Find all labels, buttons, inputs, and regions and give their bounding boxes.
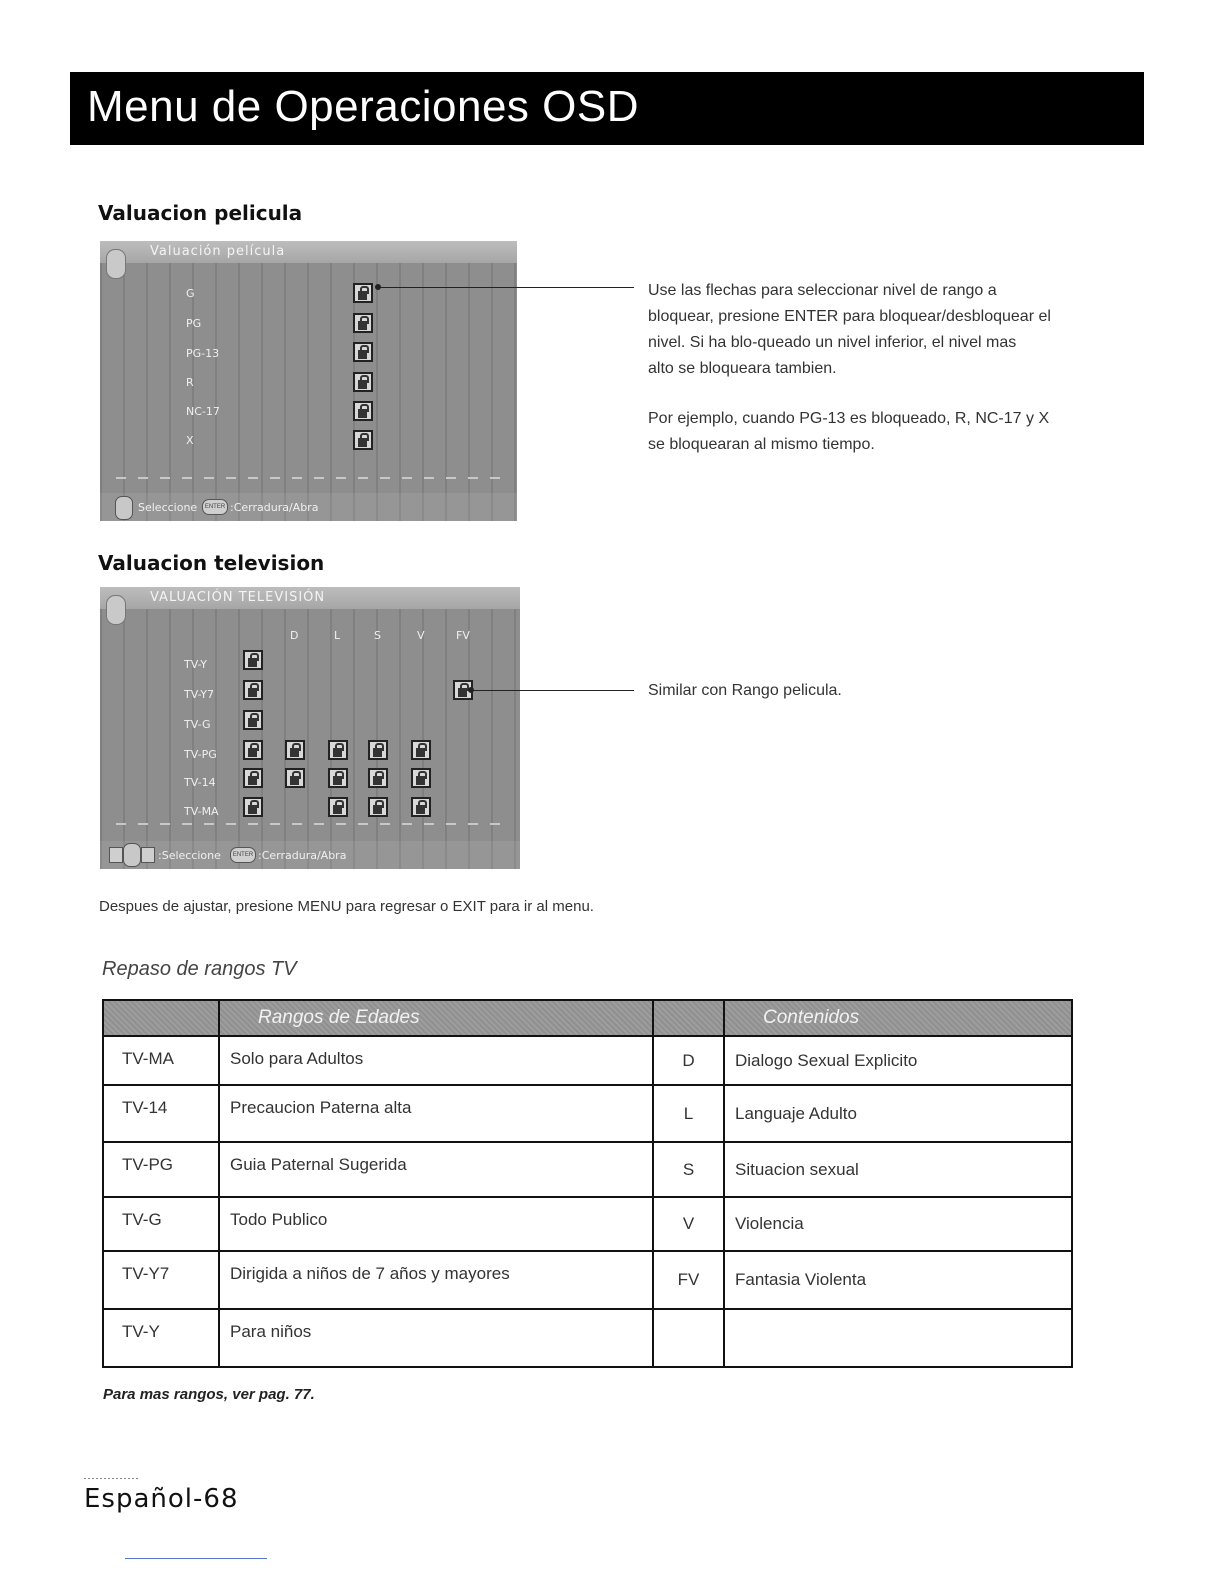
content-description <box>724 1309 1072 1367</box>
osd-title: VALUACIÓN TELEVISIÓN <box>150 590 326 605</box>
header-ages: Rangos de Edades <box>219 1000 653 1036</box>
enter-key-icon: ENTER <box>230 847 256 863</box>
enter-key-icon: ENTER <box>202 499 228 515</box>
lock-icon[interactable] <box>285 768 305 788</box>
column-s: S <box>374 629 381 642</box>
lock-icon[interactable] <box>353 430 373 450</box>
lock-icon[interactable] <box>353 401 373 421</box>
description-line: bloquear, presione ENTER para bloquear/desbloquear el <box>648 308 1051 325</box>
table-row <box>103 1085 1072 1142</box>
lock-icon[interactable] <box>285 740 305 760</box>
rating-code: TV-Y <box>103 1309 219 1367</box>
footer-select-hint: Seleccione <box>138 501 198 514</box>
column-d: D <box>290 629 299 642</box>
footnote: Para mas rangos, ver pag. 77. <box>103 1386 315 1403</box>
content-code <box>653 1309 724 1367</box>
movie-rating-screen <box>100 241 517 521</box>
table-row <box>103 1197 1072 1251</box>
header-bar <box>70 72 1144 145</box>
rating-description: Dirigida a niños de 7 años y mayores <box>219 1251 653 1309</box>
lock-menu-icon <box>106 595 126 625</box>
lock-icon[interactable] <box>411 797 431 817</box>
callout-line <box>471 690 634 691</box>
tv-rating-label: TV-MA <box>184 805 219 818</box>
rating-description: Todo Publico <box>219 1197 653 1251</box>
page-number-rule <box>84 1478 140 1479</box>
lock-icon[interactable] <box>353 342 373 362</box>
table-caption: Repaso de rangos TV <box>102 958 297 980</box>
rating-label-nc17: NC-17 <box>186 405 220 418</box>
tv-rating-label: TV-PG <box>184 748 217 761</box>
content-description: Violencia <box>724 1197 1072 1251</box>
rating-description: Solo para Adultos <box>219 1036 653 1085</box>
tv-rating-label: TV-Y <box>184 658 207 671</box>
content-code: V <box>653 1197 724 1251</box>
header-blank <box>103 1000 219 1036</box>
rating-code: TV-MA <box>103 1036 219 1085</box>
lock-icon[interactable] <box>328 740 348 760</box>
osd-footer <box>100 493 517 521</box>
up-down-arrows-icon <box>115 496 133 520</box>
table-header-row <box>103 1000 1072 1036</box>
table-row <box>103 1036 1072 1085</box>
header-contents: Contenidos <box>724 1000 1072 1036</box>
content-description: Dialogo Sexual Explicito <box>724 1036 1072 1085</box>
footer-lock-hint: :Cerradura/Abra <box>230 501 319 514</box>
rating-code: TV-G <box>103 1197 219 1251</box>
left-arrow-icon <box>109 847 123 863</box>
content-code: S <box>653 1142 724 1197</box>
rating-label-pg: PG <box>186 317 202 330</box>
content-code: L <box>653 1085 724 1142</box>
content-description: Fantasia Violenta <box>724 1251 1072 1309</box>
footer-lock-hint: :Cerradura/Abra <box>258 849 347 862</box>
osd-divider <box>116 823 504 825</box>
rating-label-g: G <box>186 287 195 300</box>
content-description: Languaje Adulto <box>724 1085 1072 1142</box>
rating-code: TV-14 <box>103 1085 219 1142</box>
description-line: alto se bloqueara tambien. <box>648 360 837 377</box>
movie-rating-example <box>648 406 1049 458</box>
column-v: V <box>417 629 425 642</box>
lock-icon[interactable] <box>243 740 263 760</box>
rating-label-pg13: PG-13 <box>186 347 220 360</box>
page-number: Español-68 <box>84 1484 239 1514</box>
tv-rating-screen <box>100 587 520 869</box>
content-code: FV <box>653 1251 724 1309</box>
lock-icon[interactable] <box>328 797 348 817</box>
description-line: nivel. Si ha blo-queado un nivel inferior, el nivel mas <box>648 334 1017 351</box>
lock-menu-icon <box>106 249 126 279</box>
header-blank <box>653 1000 724 1036</box>
content-code: D <box>653 1036 724 1085</box>
rating-description: Guia Paternal Sugerida <box>219 1142 653 1197</box>
lock-icon[interactable] <box>368 768 388 788</box>
rating-code: TV-Y7 <box>103 1251 219 1309</box>
lock-icon[interactable] <box>243 710 263 730</box>
column-l: L <box>334 629 341 642</box>
table-row <box>103 1309 1072 1367</box>
content-description: Situacion sexual <box>724 1142 1072 1197</box>
lock-icon[interactable] <box>243 768 263 788</box>
tv-rating-label: TV-Y7 <box>184 688 214 701</box>
table-row <box>103 1142 1072 1197</box>
rating-label-x: X <box>186 434 194 447</box>
rating-description: Para niños <box>219 1309 653 1367</box>
lock-icon[interactable] <box>328 768 348 788</box>
osd-title: Valuación película <box>150 244 286 259</box>
osd-divider <box>116 477 501 479</box>
lock-icon[interactable] <box>411 768 431 788</box>
lock-icon[interactable] <box>243 650 263 670</box>
callout-line <box>378 287 634 288</box>
lock-icon[interactable] <box>243 680 263 700</box>
movie-rating-description <box>648 278 1051 382</box>
bottom-rule <box>125 1558 267 1559</box>
lock-icon[interactable] <box>353 313 373 333</box>
rating-description: Precaucion Paterna alta <box>219 1085 653 1142</box>
tv-ratings-table <box>102 999 1073 1368</box>
description-line: Use las flechas para seleccionar nivel de rango a <box>648 282 997 299</box>
footer-select-hint: :Seleccione <box>158 849 221 862</box>
tv-rating-label: TV-14 <box>184 776 216 789</box>
osd-footer <box>100 841 520 869</box>
lock-icon[interactable] <box>411 740 431 760</box>
example-line: Por ejemplo, cuando PG-13 es bloqueado, R, NC-17 y X <box>648 410 1050 427</box>
lock-icon[interactable] <box>243 797 263 817</box>
movie-rating-heading: Valuacion pelicula <box>98 201 303 225</box>
lock-icon[interactable] <box>353 283 373 303</box>
column-fv: FV <box>456 629 470 642</box>
adjust-note: Despues de ajustar, presione MENU para regresar o EXIT para ir al menu. <box>99 898 594 915</box>
table-row <box>103 1251 1072 1309</box>
lock-icon[interactable] <box>368 740 388 760</box>
tv-rating-description: Similar con Rango pelicula. <box>648 682 842 699</box>
tv-rating-heading: Valuacion television <box>98 551 325 575</box>
tv-rating-label: TV-G <box>184 718 211 731</box>
up-down-arrows-icon <box>123 843 141 867</box>
example-line: se bloquearan al mismo tiempo. <box>648 436 875 453</box>
rating-code: TV-PG <box>103 1142 219 1197</box>
page-title: Menu de Operaciones OSD <box>87 82 640 131</box>
right-arrow-icon <box>141 847 155 863</box>
rating-label-r: R <box>186 376 194 389</box>
lock-icon[interactable] <box>353 372 373 392</box>
lock-icon[interactable] <box>368 797 388 817</box>
